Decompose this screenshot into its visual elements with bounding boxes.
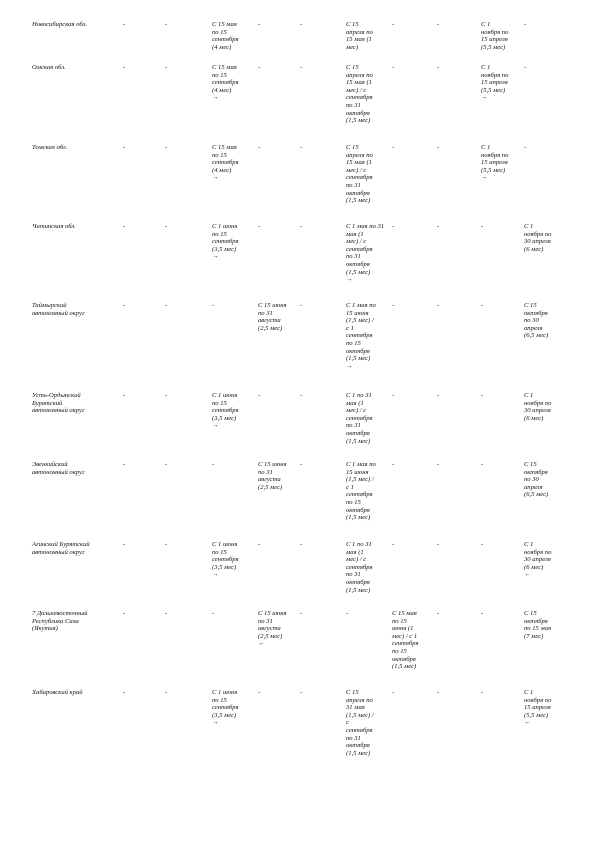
table-cell: - [212,610,215,617]
table-cell: - [481,689,484,696]
table-cell: - [437,64,440,71]
table-cell: - [524,144,527,151]
table-cell: - [524,21,527,28]
table-cell: С 15 мая по 15 сентября (4 мес) → [212,64,239,102]
table-cell: - [258,541,261,548]
table-cell: - [392,689,395,696]
region-name: Хабаровский край [32,689,83,696]
table-cell: - [524,64,527,71]
table-cell: С 1 июня по 15 сентября (3,5 мес) → [212,689,239,727]
region-name: Таймырский автономный округ [32,302,85,317]
table-cell: - [165,610,168,617]
region-name: Агинский Бурятский автономный округ [32,541,90,556]
region-name: Томская обл. [32,144,68,151]
table-cell: - [481,223,484,230]
table-cell: - [165,21,168,28]
table-cell: С 15 мая по 15 июня (1 мес) / с 1 сентября по 15 октября (1,5 мес) [392,610,419,671]
table-cell: - [392,144,395,151]
table-cell: - [258,392,261,399]
table-cell: - [437,144,440,151]
table-cell: С 1 ноября по 15 апреля (5,5 мес) ← [524,689,552,727]
table-cell: - [258,223,261,230]
table-cell: С 15 июня по 31 августа (2,5 мес) ← [258,610,287,648]
table-cell: - [123,223,126,230]
table-cell: - [300,302,303,309]
table-cell: - [300,610,303,617]
table-cell: - [481,610,484,617]
table-cell: - [437,610,440,617]
table-cell: - [165,144,168,151]
table-cell: - [481,392,484,399]
table-cell: - [481,461,484,468]
table-cell: С 15 октября по 30 апреля (6,5 мес) [524,302,549,340]
table-cell: - [123,302,126,309]
table-cell: - [437,689,440,696]
table-cell: - [123,689,126,696]
table-cell: - [123,64,126,71]
table-cell: - [392,392,395,399]
region-name: Усть-Ордынский Бурятский автономный округ [32,392,85,415]
table-cell: - [123,610,126,617]
table-cell: - [123,541,126,548]
table-cell: - [300,541,303,548]
table-cell: - [300,223,303,230]
table-cell: С 15 октября по 15 мая (7 мес) [524,610,552,640]
table-cell: С 1 мая по 15 июня (1,5 мес) / с 1 сентября по 15 октября (1,5 мес) [346,461,376,522]
table-cell: - [437,461,440,468]
table-cell: С 1 ноября по 30 апреля (6 мес) ← [524,541,552,579]
table-cell: - [165,302,168,309]
table-cell: - [437,541,440,548]
table-cell: - [123,21,126,28]
table-cell: - [165,461,168,468]
table-cell: - [481,302,484,309]
table-cell: С 15 апреля по 31 мая (1,5 мес) / с сентября по 31 октября (1,5 мес) [346,689,374,757]
table-cell: С 1 по 31 мая (1 мес) / с сентября по 31 октября (1,5 мес) [346,541,373,594]
table-cell: С 15 июня по 31 августа (2,5 мес) [258,461,287,491]
region-name: Читинская обл. [32,223,76,230]
table-cell: С 1 ноября по 30 апреля (6 мес) [524,223,552,253]
table-cell: - [481,541,484,548]
region-name: Новосибирская обл. [32,21,88,28]
table-cell: С 1 по 31 мая (1 мес) / с сентября по 31 октября (1,5 мес) [346,392,373,445]
table-cell: - [165,392,168,399]
region-name: 7 Дальневосточный Республика Саха (Якутия) [32,610,88,633]
table-cell: С 1 ноября по 15 апреля (5,5 мес) → [481,64,509,102]
table-cell: - [300,392,303,399]
table-cell: - [300,461,303,468]
table-cell: - [165,223,168,230]
table-cell: - [392,302,395,309]
table-cell: - [212,302,215,309]
region-name: Омская обл. [32,64,66,71]
table-cell: С 1 мая по 31 мая (1 мес) / с сентября по 31 октября (1,5 мес) → [346,223,385,284]
table-cell: - [437,392,440,399]
region-name: Эвенкийский автономный округ [32,461,85,476]
table-cell: С 15 октября по 30 апреля (6,5 мес) [524,461,549,499]
table-cell: - [123,392,126,399]
table-cell: - [392,541,395,548]
table-cell: С 1 мая по 15 июня (1,5 мес) / с 1 сентября по 15 октября (1,5 мес) → [346,302,376,370]
table-cell: - [392,21,395,28]
table-cell: - [392,223,395,230]
table-cell: - [437,223,440,230]
table-cell: - [123,144,126,151]
table-cell: - [165,64,168,71]
table-cell: - [258,21,261,28]
table-cell: - [258,144,261,151]
table-cell: - [123,461,126,468]
table-cell: - [437,302,440,309]
table-cell: - [300,144,303,151]
table-cell: - [165,541,168,548]
table-cell: С 15 мая по 15 сентября (4 мес) [212,21,239,51]
table-cell: - [258,689,261,696]
table-cell: - [300,21,303,28]
table-cell: - [258,64,261,71]
table-cell: С 1 июня по 15 сентября (3,5 мес) → [212,392,239,430]
table-cell: С 1 ноября по 30 апреля (6 мес) [524,392,552,422]
table-cell: - [300,64,303,71]
table-cell: С 15 мая по 15 сентября (4 мес) → [212,144,239,182]
table-cell: С 1 ноября по 15 апреля (5,5 мес) → [481,144,509,182]
table-cell: - [392,461,395,468]
table-cell: - [300,689,303,696]
table-cell: С 1 ноября по 15 апреля (5,5 мес) [481,21,509,51]
table-cell: С 1 июня по 15 сентября (3,5 мес) → [212,541,239,579]
table-cell: С 15 июня по 31 августа (2,5 мес) [258,302,287,332]
table-cell: - [165,689,168,696]
table-cell: С 15 апреля по 15 мая (1 мес) / с сентября по 31 октября (1,5 мес) [346,64,373,125]
table-cell: - [212,461,215,468]
table-cell: - [437,21,440,28]
table-cell: С 15 апреля по 15 мая (1 мес) [346,21,373,51]
table-cell: С 1 июня по 15 сентября (3,5 мес) → [212,223,239,261]
table-cell: С 15 апреля по 15 мая (1 мес) / с сентября по 31 октября (1,5 мес) [346,144,373,205]
table-cell: - [346,610,349,617]
table-cell: - [392,64,395,71]
